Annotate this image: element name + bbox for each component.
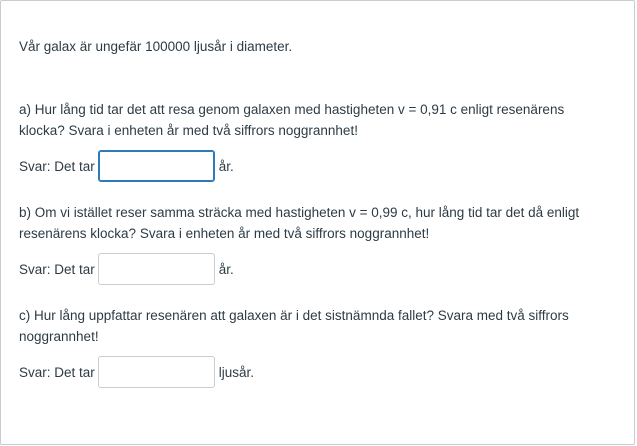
- question-c-line-2: noggrannhet!: [19, 329, 99, 344]
- answer-a-input[interactable]: [98, 150, 215, 182]
- answer-row-b: [19, 253, 234, 285]
- question-a-line-1: a) Hur lång tid tar det att resa genom galaxen med hastigheten v = 0,91 c enligt resenärens: [19, 102, 565, 117]
- answer-c-unit: ljusår.: [218, 364, 255, 380]
- answer-row-c: [19, 356, 254, 388]
- answer-c-input[interactable]: [98, 356, 215, 388]
- answer-row-a: [19, 150, 234, 182]
- answer-a-prefix: Svar: Det tar: [19, 158, 95, 174]
- intro-text: Vår galax är ungefär 100000 ljusår i diameter.: [19, 39, 293, 54]
- answer-b-input[interactable]: [98, 253, 215, 285]
- answer-b-unit: år.: [218, 261, 234, 277]
- answer-b-prefix: Svar: Det tar: [19, 261, 95, 277]
- question-b-line-1: b) Om vi istället reser samma sträcka med hastigheten v = 0,99 c, hur lång tid tar det då enligt: [19, 205, 580, 220]
- question-a-text: [19, 99, 564, 141]
- answer-a-unit: år.: [218, 158, 234, 174]
- answer-c-prefix: Svar: Det tar: [19, 364, 95, 380]
- question-c-text: [19, 305, 569, 347]
- question-c-line-1: c) Hur lång uppfattar resenären att galaxen är i det sistnämnda fallet? Svara med två siffrors: [19, 308, 569, 323]
- question-b-line-2: resenärens klocka? Svara i enheten år med två siffrors noggrannhet!: [19, 226, 430, 241]
- question-b-text: [19, 202, 579, 244]
- question-a-line-2: klocka? Svara i enheten år med två siffrors noggrannhet!: [19, 123, 358, 138]
